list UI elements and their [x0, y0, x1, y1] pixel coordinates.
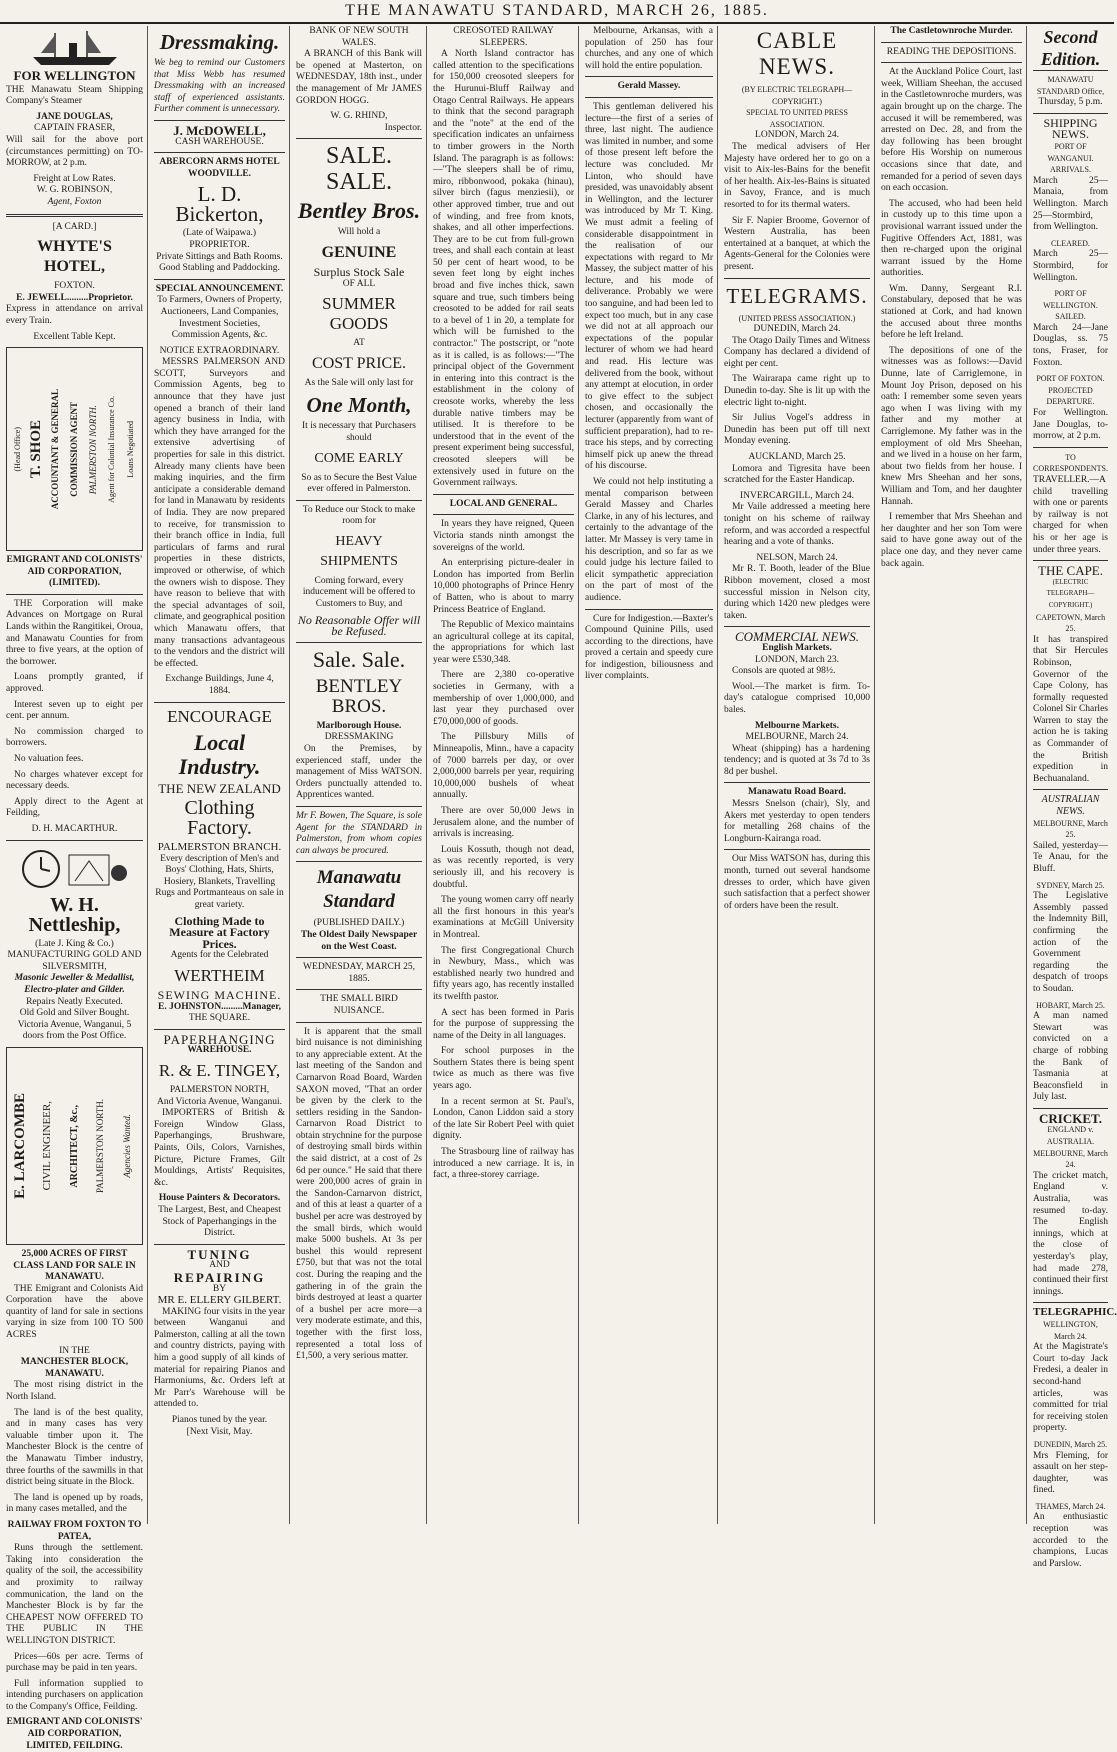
- woodville: WOODVILLE.: [187, 168, 252, 179]
- sailed: SAILED.: [1055, 312, 1086, 322]
- column-8: [1029, 26, 1117, 1569]
- railway-heading: CREOSOTED RAILWAY SLEEPERS.: [453, 26, 554, 48]
- ship-name: JANE DOUGLAS,: [36, 111, 113, 122]
- emigrant-p7: Apply direct to the Agent at Feilding,: [6, 796, 143, 819]
- tingey-town2: And Victoria Avenue, Wanganui.: [156, 1096, 283, 1107]
- capetown-dateline: CAPETOWN, March 25.: [1035, 612, 1106, 634]
- nelson-dateline: NELSON, March 24.: [756, 552, 838, 563]
- surplus-stock: Surplus Stock Sale: [313, 264, 405, 279]
- bank-sign: W. G. RHIND,: [330, 111, 388, 122]
- acres-p3: The land is of the best quality, and in many cases has very valuable timber upon it. The Manchester Block is the centre of the Manawatu Timber industry, three fourths of the sawmills in that district being situate in the Block.: [6, 1407, 143, 1488]
- column-4: [429, 26, 579, 1524]
- summer-goods: SUMMER GOODS: [322, 294, 396, 334]
- sewing-machine: SEWING MACHINE.: [157, 988, 282, 1003]
- projected-text: For Wellington. Jane Douglas, to-morrow, at 2 p.m.: [1033, 408, 1108, 442]
- cricket-text: The cricket match, England v. Australia, was resumed to-day. The English innings, which at the close of yesterday's play, had made 278, continued their first innings.: [1033, 1170, 1108, 1297]
- correspondents-text: TRAVELLER.—A child travelling with one or parents by railway is not charged for when his or her age is under three years.: [1033, 475, 1108, 555]
- ship-agent-title: Agent, Foxton: [47, 196, 102, 207]
- hobart-text: A man named Stewart was convicted on a charge of robbing the Bank of Tasmania at Beaconsfield in July last.: [1033, 1011, 1108, 1103]
- bickerton-text2: Good Stabling and Paddocking.: [159, 263, 280, 274]
- dunedin-text: The Otago Daily Times and Witness Company has declared a dividend of eight per cent.: [724, 335, 870, 369]
- gilbert-text: MAKING four visits in the year between Wanganui and Palmerston, calling at all the town and country districts, paying with him a good supply of all kinds of material for repairing Pianos and Harmoniums, &c. Orders left at Mr Parr's Warehouse will be attended to.: [154, 1306, 285, 1410]
- shoe-box: [6, 347, 143, 551]
- thames-dateline: THAMES, March 24.: [1035, 1501, 1106, 1511]
- cricket-dateline: MELBOURNE, March 24.: [1033, 1148, 1108, 1170]
- london-text: The medical advisers of Her Majesty have ordered her to go on a visit to Aix-les-Bains for the benefit of her health. Aix-les-Bains is situated in Savoy, France, and is much resorted to for its thermal waters.: [724, 141, 870, 210]
- card-label: [A CARD.]: [52, 221, 97, 232]
- hotel-table: Excellent Table Kept.: [33, 331, 116, 342]
- oldest-daily: The Oldest Daily Newspaper on the West Coast.: [300, 929, 418, 952]
- local-p5: The Pillsbury Mills of Minneapolis, Minn., have a capacity of 7000 barrels per day, or over 2,000,000 barrels per year, requiring 10,000,000 bushels of wheat annually.: [433, 732, 574, 801]
- ship-heading: FOR WELLINGTON: [13, 68, 136, 83]
- local-p2: An enterprising picture-dealer in London has imported from Berlin 10,000 photographs of Prince Henry of Batten, who is about to marry Princess Beatrice of England.: [433, 558, 574, 615]
- column-7: [877, 26, 1027, 1524]
- local-p4: There are 2,380 co-operative societies in Germany, with a membership of over 1,000,000, and last year they purchased over £70,000,000 of goods.: [433, 670, 574, 727]
- shipping-heading: SHIPPING NEWS.: [1043, 115, 1098, 142]
- second-edition: Second Edition.: [1033, 26, 1108, 71]
- vogel-text: Sir Julius Vogel's address in Dunedin has been put off till next Monday evening.: [724, 413, 870, 447]
- bank-text: A BRANCH of this Bank will be opened at Masterton, on WEDNESDAY, 18th inst., under the management of Mr JAMES GORDON HOGG.: [296, 49, 422, 106]
- local-p13: The Strasbourg line of railway has introduced a new carriage. It is, in fact, a three-storey carriage.: [433, 1147, 574, 1181]
- sailed-text: March 24—Jane Douglas, ss. 75 tons, Fraser, for Foxton.: [1033, 322, 1108, 368]
- local-p8: The young women carry off nearly all the first honours in this year's examinations at McGill University in Montreal.: [433, 895, 574, 940]
- nettleship-sub: (Late J. King & Co.): [35, 938, 114, 949]
- bickerton-text: Private Sittings and Bath Rooms.: [156, 251, 283, 262]
- shoe-box-line: Agent for Colonial Insurance Co.: [107, 395, 117, 503]
- shoe-box-name: T. SHOE: [27, 420, 44, 479]
- column-3: [292, 26, 427, 1524]
- warehouse: WAREHOUSE.: [187, 1045, 252, 1056]
- port-wanganui: PORT OF WANGANUI.: [1047, 141, 1094, 163]
- coming-text: Coming forward, every inducement will be offered to Customers to Buy, and: [302, 575, 416, 610]
- masthead: THE MANAWATU STANDARD, MARCH 26, 1885.: [0, 0, 1114, 24]
- english-markets: English Markets.: [762, 642, 832, 653]
- melbourne-arkansas: Melbourne, Arkansas, with a population of 250 has four churches, and any one of which will hold the entire population.: [585, 26, 713, 71]
- robinson-text: Sir F. Napier Broome, Governor of Western Australia, has been entertained at a banquet, at which the Agents-General for the Colonies were present.: [724, 215, 870, 272]
- edition-time: Thursday, 5 p.m.: [1038, 97, 1103, 108]
- local-p1: In years they have reigned, Queen Victoria stands ninth amongst the sovereigns of the world.: [433, 519, 574, 553]
- hobart-dateline: HOBART, March 25.: [1036, 1000, 1105, 1010]
- nettleship-line: Masonic Jeweller & Medallist, Electro-plater and Gilder.: [14, 973, 135, 995]
- sydney-dateline: SYDNEY, March 25.: [1036, 880, 1105, 890]
- shoe-box-line: Loans Negotiated: [126, 420, 136, 478]
- genuine: GENUINE: [321, 243, 397, 261]
- ship-text: THE Manawatu Steam Shipping Company's Steamer: [6, 84, 143, 107]
- hotel-town: FOXTON.: [54, 281, 95, 292]
- road-board-text: Messrs Snelson (chair), Sly, and Akers met yesterday to open tenders for metalling 268 chains of the Longburn-Kairanga road.: [724, 799, 870, 844]
- column-6: [720, 26, 875, 1524]
- wheat-text: Wheat (shipping) has a hardening tendency; and is quoted at 3s 7d to 3s 8d per bushel.: [724, 743, 870, 777]
- wellington-text: At the Magistrate's Court to-day Jack Fredesi, a dealer in second-hand articles, was committed for trial for receiving stolen property.: [1033, 1342, 1108, 1434]
- shoe-box-line: COMMISSION AGENT: [68, 401, 79, 497]
- depositions-heading: READING THE DEPOSITIONS.: [886, 46, 1017, 57]
- local-general-heading: LOCAL AND GENERAL.: [449, 498, 558, 509]
- emigrant-heading: EMIGRANT AND COLONISTS' AID CORPORATION, (LIMITED).: [6, 555, 143, 589]
- paper-title: Manawatu Standard: [316, 867, 402, 913]
- massey-heading: Gerald Massey.: [617, 81, 681, 92]
- shoe-box-line: ACCOUNTANT & GENERAL: [49, 389, 60, 510]
- invercargill-dateline: INVERCARGILL, March 24.: [740, 490, 854, 501]
- melbourne-markets: Melbourne Markets.: [755, 720, 839, 731]
- cricket-heading: CRICKET.: [1039, 1110, 1102, 1126]
- acres-p2: The most rising district in the North Island.: [6, 1380, 143, 1403]
- will-hold: Will hold a: [337, 227, 381, 238]
- mcdowell-name: J. McDOWELL,: [173, 122, 266, 138]
- only-for: As the Sale will only last for: [304, 377, 414, 388]
- acres-p6: Prices—60s per acre. Terms of purchase may be paid in ten years.: [6, 1651, 143, 1674]
- port-wellington: PORT OF WELLINGTON.: [1043, 289, 1098, 310]
- tingey-text: IMPORTERS of British & Foreign Window Glass, Paperhangings, Brushware, Paints, Oils, Colors, Varnishes, Picture, Picture Frames, Gilt Mouldings, Artists' Requisites, &c.: [154, 1108, 285, 1188]
- column-2: [150, 26, 290, 1524]
- agents-for: Agents for the Celebrated: [170, 950, 269, 961]
- dressmaking-heading: Dressmaking.: [159, 30, 280, 54]
- auckland-dateline: AUCKLAND, March 25.: [748, 452, 846, 463]
- repairing: REPAIRING: [173, 1269, 266, 1285]
- reduce-text: To Reduce our Stock to make room for: [302, 504, 416, 527]
- local-p12: In a recent sermon at St. Paul's, London, Canon Liddon said a story of the late Sir Robert Peel with quiet dignity.: [433, 1096, 574, 1142]
- notice-sign: Exchange Buildings, June 4, 1884.: [165, 674, 274, 696]
- emigrant-agent: D. H. MACARTHUR.: [31, 823, 118, 834]
- cleared: CLEARED.: [1051, 238, 1090, 248]
- bank-sign2: Inspector.: [384, 122, 422, 133]
- murder-p3: Wm. Danny, Sergeant R.I. Constabulary, deposed that he was stationed at Cork, and had known the accused about three months before he left Ireland.: [881, 283, 1022, 341]
- tuning: TUNING: [187, 1246, 252, 1262]
- cape-text: It has transpired that Sir Hercules Robinson, Governor of the Cape Colony, has formally requested Colonel Sir Charles Warren to stay the action he is taking as Commander of the British expedition in Bechuanaland.: [1033, 634, 1108, 784]
- larcombe-line: PALMERSTON NORTH.: [95, 1098, 106, 1193]
- acres-p4: The land is opened up by roads, in many cases metalled, and the: [6, 1492, 143, 1515]
- nz-label: THE NEW ZEALAND: [158, 780, 281, 796]
- acres-block: MANCHESTER BLOCK, MANAWATU.: [20, 1357, 129, 1379]
- waiarapa-text: The Wairarapa came right up to Dunedin to-day. She is lit up with the electric light to-night.: [724, 374, 870, 408]
- dunedin2-dateline: DUNEDIN, March 25.: [1033, 1439, 1108, 1449]
- sale-heading: SALE. SALE.: [326, 143, 392, 196]
- melbourne3-text: Sailed, yesterday—Te Anau, for the Bluff.: [1033, 840, 1108, 874]
- road-board-heading: Manawatu Road Board.: [748, 787, 846, 798]
- branch-text: Every description of Men's and Boys' Clothing, Hats, Shirts, Hosiery, Blankets, Travelling Rugs and Portmanteaus on sale in great variety.: [155, 853, 284, 911]
- arrivals-text: March 25—Manaia, from Wellington. March 25—Stormbird, from Wellington.: [1033, 175, 1108, 233]
- invercargill-text: Mr Vaile addressed a meeting here tonight on his scheme of railway reform, and was accorded a respectful hearing and a vote of thanks.: [724, 502, 870, 548]
- emigrant-p5: No valuation fees.: [14, 754, 84, 764]
- local-p10: A sect has been formed in Paris for the purpose of suppressing the name of the Deity in all languages.: [433, 1007, 574, 1041]
- sydney-text: The Legislative Assembly passed the Indemnity Bill, confirming the action of the Government regarding the despatch of troops to Soudan.: [1033, 891, 1108, 994]
- murder-p2: The accused, who had been held in custody up to this time upon a provisional warrant issued under the Fugitive Offenders Act, 1881, was then re-charged upon the original warrant issued by the Home authorities.: [881, 198, 1022, 279]
- secure-text: So as to Secure the Best Value ever offered in Palmerston.: [301, 472, 417, 495]
- local-p3: The Republic of Mexico maintains an agricultural college at its capital, the appropriations for which last year were £530,348.: [433, 620, 574, 665]
- ship-icon: [25, 29, 125, 67]
- bickerton-name: L. D. Bickerton,: [175, 182, 264, 227]
- telegrams-sub: (UNITED PRESS ASSOCIATION.): [738, 313, 856, 323]
- nettleship-name: W. H. Nettleship,: [28, 893, 121, 936]
- larcombe-line: Agencies Wanted.: [122, 1114, 133, 1178]
- of-all: OF ALL: [342, 278, 376, 289]
- the-square: THE SQUARE.: [188, 1013, 251, 1024]
- cable-sub2: SPECIAL TO UNITED PRESS ASSOCIATION.: [746, 108, 848, 129]
- nelson-text: Mr R. T. Booth, leader of the Blue Ribbon movement, closed a most successful mission in Nelson city, during which 1420 new pledges were taken.: [724, 564, 870, 621]
- notice-text: MESSRS PALMERSON AND SCOTT, Surveyors and Commission Agents, beg to announce that they have just opened a branch of their land agency business in India, with which they have arranged for the extensive advertising of properties for sale in this district. Already many clients have been making inquiries, and the firm anticipate a considerable demand for land in Manawatu by residents of India. They are now prepared to receive, for transmission to their branch office in India, full particulars of farms and rural properties in these districts, improved or otherwise, of which the owners wish to dispose. They have reason to believe that with the special advantages of soil, climate, and geographical position which Manawatu offers, that many transactions advantageous to the vendors and the district will be effected.: [154, 357, 285, 669]
- arrivals: ARRIVALS.: [1050, 165, 1091, 175]
- by-label: BY: [212, 1283, 227, 1294]
- abercorn-heading: ABERCORN ARMS HOTEL: [159, 157, 280, 168]
- bickerton-sub: (Late of Waipawa.): [182, 228, 257, 239]
- next-visit: [Next Visit, May.: [186, 1426, 253, 1437]
- at-label: AT: [353, 338, 365, 349]
- nettleship-address: Victoria Avenue, Wanganui, 5 doors from the Post Office.: [17, 1019, 132, 1042]
- dressmaking-text: We beg to remind our Customers that Miss Webb has resumed Dressmaking with an increased staff of experienced assistants. Further comment is unnecessary.: [154, 58, 285, 115]
- sale-heading-2: Sale. Sale.: [312, 646, 406, 672]
- necessary: It is necessary that Purchasers should: [302, 421, 416, 443]
- cure-text: Cure for Indigestion.—Baxter's Compound Quinine Pills, used according to the directions, have proved a certain and speedy cure for indigestion, biliousness and liver complaints.: [585, 613, 713, 682]
- wellington-dateline: WELLINGTON, March 24.: [1043, 1319, 1098, 1341]
- massey-text: This gentleman delivered his lecture—the first of a series of three, last night. The audience was limited in number, and some of those present left before the lecture was concluded. Mr Linton, who should have presided, was unavoidably absent in Wellington, and the lecturer was introduced by Mr T. King. We must admit a feeling of considerable disappointment in the realisation of our expectations with regard to Mr Massey, the subject matter of his lecture, and his mode of deliverance. Probably we were too sanguine, and had been led to expect too much, but in any case we did not at all approach our expectations of the popular lecturer of whom we had heard and read. His lecture was delivered from the book, without any attempt at elocution, in order to give effect to the subject chosen, and occasionally the lecturer (apparently from want of sufficient preparation), had to re-trace his steps, and by correcting himself pick up anew the thread of his discourse.: [585, 101, 713, 472]
- emigrant-p1: THE Corporation will make Advances on Mortgage on Rural Lands within the Rangitikei, Oroua, and Manawatu Counties for from three to five years, at the option of the borrower.: [6, 598, 143, 667]
- tingey-name: R. & E. TINGEY,: [158, 1061, 281, 1080]
- local-p6: There are over 50,000 Jews in Jerusalem alone, and the number of arrivals is increasing.: [433, 806, 574, 840]
- nettleship-gold: Old Gold and Silver Bought.: [19, 1008, 130, 1019]
- bentley-bros: Bentley Bros.: [297, 198, 421, 224]
- issue-date: WEDNESDAY, MARCH 25, 1885.: [303, 962, 415, 984]
- mcdowell-sub: CASH WAREHOUSE.: [175, 136, 264, 147]
- emigrant-p6: No charges whatever except for necessary deeds.: [6, 769, 143, 792]
- shoe-box-town: PALMERSTON NORTH.: [87, 404, 98, 494]
- ship-freight: Freight at Low Rates.: [33, 173, 116, 184]
- bentley-bros-2: BENTLEY BROS.: [315, 675, 403, 717]
- special-sub: To Farmers, Owners of Property, Auctioneers, Land Companies, Investment Societies, Commission Agents, &c.: [157, 295, 282, 341]
- nettleship-trade: MANUFACTURING GOLD AND SILVERSMITH,: [7, 950, 142, 972]
- johnston-manager: E. JOHNSTON.........Manager,: [158, 1001, 281, 1012]
- australian-news: AUSTRALIAN NEWS.: [1041, 794, 1100, 818]
- local-p9: The first Congregational Church in Newbury, Mass., which was established nearly two hundred and fifty years ago, has recently installed its twelfth pastor.: [433, 945, 574, 1002]
- larcombe-line: CIVIL ENGINEER,: [40, 1101, 53, 1191]
- cable-news-heading: CABLE NEWS.: [756, 28, 838, 79]
- bank-heading: BANK OF NEW SOUTH WALES.: [309, 26, 409, 48]
- ship-sail: Will sail for the above port (circumstances permitting) on TO-MORROW, at 2 p.m.: [6, 134, 143, 169]
- dressmaking-label: DRESSMAKING: [324, 732, 394, 743]
- house-painters: House Painters & Decorators.: [158, 1193, 281, 1204]
- murder-p4: The depositions of one of the witnesses was as follows:—David Dunne, late of Carriglemone, in Mount Joy Prison, deposed on his oath: I remember some seven years ago when I was living with my father and my mother at Carriglemone. My father was in the employment of old Mrs Sheehan, and we lived in a house on her farm, about two fields from her house. I knew Mrs Sheehan and her sons, William and Tom, and her daughter Hannah.: [881, 345, 1022, 507]
- telegrams-heading: TELEGRAMS.: [726, 283, 868, 308]
- acres-railway: RAILWAY FROM FOXTON TO PATEA,: [7, 1519, 142, 1542]
- watson-text: Our Miss WATSON has, during this month, turned out several handsome dresses to order, which have given such satisfaction that a perfect shower of orders have been the result.: [724, 854, 870, 911]
- telegraphic-heading: TELEGRAPHIC.: [1033, 1306, 1117, 1319]
- cost-price: COST PRICE.: [312, 354, 406, 372]
- acres-heading: 25,000 ACRES OF FIRST CLASS LAND FOR SALE IN MANAWATU.: [13, 1248, 136, 1283]
- murder-p5: I remember that Mrs Sheehan and her daughter and her son Tom were said to have gone away out of the place one day, and they never came back again.: [881, 512, 1022, 569]
- acres-p1: THE Emigrant and Colonists Aid Corporation have the above quantity of land for sale in sections varying in size from 100 TO 500 ACRES: [6, 1283, 143, 1341]
- column-5: [581, 26, 718, 1524]
- wertheim: WERTHEIM: [174, 966, 265, 986]
- dressmaking-premises: On the Premises, by experienced staff, under the management of Miss WATSON. Orders punctually attended to. Apprentices wanted.: [296, 744, 422, 801]
- pianos-tuned: Pianos tuned by the year.: [171, 1415, 268, 1426]
- one-month: One Month,: [306, 393, 412, 418]
- encourage: ENCOURAGE: [167, 706, 272, 726]
- local-industry: Local Industry.: [178, 729, 261, 779]
- emigrant-p3: Interest seven up to eight per cent. per annum.: [6, 699, 143, 722]
- published-daily: (PUBLISHED DAILY.): [313, 918, 405, 929]
- column-1: [2, 26, 148, 1751]
- made-to-measure: Clothing Made to Measure at Factory Prices.: [169, 913, 270, 951]
- lecture-text: We could not help instituting a mental comparison between Gerald Massey and Charles Clarke, in any of his lectures, and certainly to the advantage of the latter. Mr Massey is very tame in his description, and so far as we could judge his lecture failed to elicit sympathetic appreciation on the part of most of the audience.: [585, 476, 713, 603]
- london-dateline: LONDON, March 24.: [755, 130, 839, 141]
- nettleship-repairs: Repairs Neatly Executed.: [26, 996, 123, 1007]
- local-p11: For school purposes in the Southern States there is being spent twice as much as there was five years ago.: [433, 1046, 574, 1092]
- murder-heading: The Castletownroche Murder.: [890, 26, 1013, 36]
- cleared-text: March 25—Stormbird, for Wellington.: [1033, 249, 1108, 283]
- paperhanging: PAPERHANGING: [163, 1031, 276, 1047]
- emigrant-p2: Loans promptly granted, if approved.: [6, 672, 143, 695]
- consols-text: Consols are quoted at 98½.: [732, 666, 836, 677]
- small-bird-text: It is apparent that the small bird nuisance is not diminishing to any appreciable extent. At the last meeting of the Sandon and Carnarvon Road Board, Warden SAXON moved, "That an order be given by the clerk to the settlers residing in the Sandon-Carnarvon Road District to obtain strychnine for the purpose of destroying small birds within the said district, at a cost of 2s 6d per ounce." He said that there were 200,000 acres of grain in the Sandon-Carnarvon district, and of this at least a quarter of a bushel per acre was destroyed by the small birds, which would make 5000 bushels. At 3s per bushel this would represent £750, but that was not the total cost. During the reaping and the gathering in of the grain the birds destroyed at least a quarter of a bushel per acre more—a very moderate estimate, and this, together with the first loss, represented a total loss of £1,500, a very serious matter.: [296, 1026, 422, 1362]
- clothing-factory: Clothing Factory.: [184, 797, 255, 840]
- melbourne-dateline: MELBOURNE, March 24.: [745, 732, 849, 743]
- no-reasonable: No Reasonable Offer will be Refused.: [297, 612, 421, 639]
- cape-sub: (ELECTRIC TELEGRAPH—COPYRIGHT.): [1046, 577, 1095, 609]
- acres-sign: EMIGRANT AND COLONISTS' AID CORPORATION, LIMITED, FEILDING.: [6, 1717, 143, 1751]
- standard-office: MANAWATU STANDARD Office,: [1036, 75, 1105, 96]
- hotel-name: WHYTE'S HOTEL,: [37, 238, 112, 276]
- larcombe-box: [6, 1047, 143, 1245]
- local-p7: Louis Kossuth, though not dead, as was recently reported, is very seriously ill, and his recovery is doubtful.: [433, 844, 574, 890]
- london2-dateline: LONDON, March 23.: [755, 654, 839, 665]
- hotel-text: Express in attendance on arrival every Train.: [6, 304, 143, 326]
- marlborough-house: Marlborough House.: [316, 720, 402, 731]
- larcombe-name: E. LARCOMBE: [12, 1092, 29, 1199]
- wool-text: Wool.—The market is firm. To-day's catalogue comprised 10,000 bales.: [724, 681, 870, 715]
- acres-in: IN THE: [59, 1345, 90, 1356]
- shoe-box-office: (Head Office): [13, 426, 23, 472]
- ship-agent: W. G. ROBINSON,: [36, 185, 113, 196]
- cable-sub: (BY ELECTRIC TELEGRAPH—COPYRIGHT.): [741, 85, 853, 106]
- larcombe-line: ARCHITECT, &c.,: [68, 1104, 80, 1188]
- melbourne3-dateline: MELBOURNE, March 25.: [1033, 818, 1108, 840]
- dunedin-dateline: DUNEDIN, March 24.: [753, 324, 841, 335]
- thames-text: An enthusiastic reception was accorded to the champions, Lucas and Parslow.: [1033, 1512, 1108, 1569]
- port-foxton: PORT OF FOXTON.: [1036, 374, 1105, 384]
- auckland-text: Lomora and Tigresita have been scratched for the Easter Handicap.: [724, 463, 870, 486]
- commercial-heading: COMMERCIAL NEWS.: [735, 629, 859, 645]
- agent-note: Mr F. Bowen, The Square, is sole Agent for the STANDARD in Palmerston, from whom copies can always be procured.: [296, 811, 422, 856]
- tingey-town: PALMERSTON NORTH,: [169, 1085, 270, 1095]
- special-heading: SPECIAL ANNOUNCEMENT.: [155, 283, 284, 294]
- newspaper-columns: [2, 26, 1117, 1751]
- clock-icon: [15, 845, 135, 891]
- heavy-shipments: HEAVY SHIPMENTS: [320, 533, 398, 569]
- correspondents: TO CORRESPONDENTS.: [1033, 452, 1108, 474]
- cape-heading: THE CAPE.: [1038, 563, 1103, 579]
- murder-p1: At the Auckland Police Court, last week, William Sheehan, the accused in the Castletownroche murders, was again brought up on the charge. The accused it will be remembered, was arrested on Dec. 28, and from the day following has been brought before His Worship on numerous occasions since that date, and remanded for a period of seven days on each occasion.: [881, 67, 1022, 194]
- notice-heading: NOTICE EXTRAORDINARY.: [159, 345, 280, 356]
- tingey-text2: The Largest, Best, and Cheapest Stock of Paperhangings in the District.: [158, 1204, 281, 1239]
- dunedin2-text: Mrs Fleming, for assault on her step-daughter, was fined.: [1033, 1450, 1108, 1496]
- come-early: COME EARLY: [314, 450, 404, 466]
- cricket-sub: ENGLAND v. AUSTRALIA.: [1046, 1125, 1095, 1147]
- acres-p7: Full information supplied to intending purchasers on application to the Company's Office, Feilding.: [6, 1678, 143, 1712]
- hotel-proprietor: E. JEWELL.........Proprietor.: [16, 292, 133, 303]
- railway-text: A North Island contractor has called attention to the specifications for 150,000 creosoted sleepers for the Hurunui-Bluff Railway and Otago Central Railways. He appears to think that the second paragraph and the "note" at the end of the specification indicates an unfairness to timber growers in the North Island. The paragraph is as follows:—"The sleepers shall be of rimu, miro, ribbonwood, pokaka (hinau), silver birch (fagus menziesii), or other approved timber, true and out of winding, and free from knots, shakes, and all other imperfections. They are to be cut from full-grown trees, and shall each contain at least 50 per cent of heart wood, to be seven feet long by eight inches broad and five inches thick, sawn square and true, such timbers being creosoted to be added for rail seats to a bevel of 1 in 20, a template for which will be furnished to the contractor." The postscript, or "note as it is called, is as follows:—"The principal object of the Government in entering into this contract is the establishment in the colony of creosote works, whereby the less durable native timbers may be utilised. It is therefore to be understood that in the event of the present experiment being successful, creosoted sleepers will be extensively used in future on the Government railways.: [433, 49, 574, 489]
- projected: PROJECTED DEPARTURE.: [1046, 385, 1095, 407]
- palmerston-branch: PALMERSTON BRANCH.: [157, 841, 282, 854]
- proprietor-label: PROPRIETOR.: [189, 239, 250, 250]
- emigrant-p4: No commission charged to borrowers.: [6, 726, 143, 749]
- acres-p5: Runs through the settlement. Taking into consideration the quality of the soil, the accessibility and proximity to railway communication, the land on the Manchester Block is by far the CHEAPEST NOW OFFERED TO THE PUBLIC IN THE WELLINGTON DISTRICT.: [6, 1543, 143, 1646]
- and-label: AND: [209, 1260, 230, 1271]
- gilbert-name: MR E. ELLERY GILBERT.: [157, 1294, 282, 1307]
- ship-captain: CAPTAIN FRASER,: [33, 123, 116, 134]
- small-bird-heading: THE SMALL BIRD NUISANCE.: [320, 994, 398, 1016]
